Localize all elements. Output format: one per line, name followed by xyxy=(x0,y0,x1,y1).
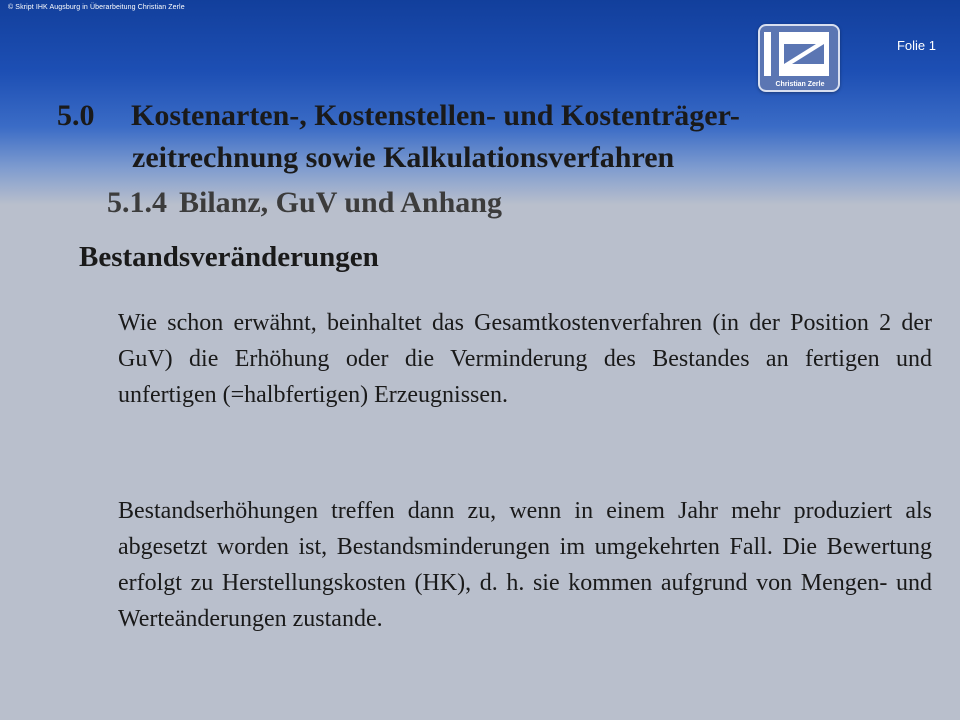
body-paragraph-1: Wie schon erwähnt, beinhaltet das Gesamtkostenverfahren (in der Position 2 der GuV) die Erhöhung oder die Verminderung des Bestandes an fertigen und unfertigen (=halbfertigen) Erzeugnissen. xyxy=(118,310,932,408)
logo-i-stroke xyxy=(764,32,771,76)
body-paragraph-2: Bestandserhöhungen treffen dann zu, wenn in einem Jahr mehr produziert als abgesetzt worden ist, Bestandsminderungen im umgekehrten Fall. Die Bewertung erfolgt zu Herstellungskosten (HK), d. h. sie kommen aufgrund von Mengen- und Werteänderungen zustande. xyxy=(118,498,932,632)
title-line-1: Kostenarten-, Kostenstellen- und Kostenträger- xyxy=(131,99,740,132)
logo-z-bottom xyxy=(784,64,824,71)
title-line-2: zeitrechnung sowie Kalkulationsverfahren xyxy=(132,141,675,174)
subtitle-number: 5.1.4 xyxy=(107,186,167,219)
subtitle-text: Bilanz, GuV und Anhang xyxy=(179,186,502,219)
copyright-notice: © Skript IHK Augsburg in Überarbeitung Christian Zerle xyxy=(8,4,185,11)
logo-z-top xyxy=(784,37,824,44)
christian-zerle-logo xyxy=(758,24,840,92)
title-number: 5.0 xyxy=(57,99,95,132)
slide-number: Folie 1 xyxy=(896,38,936,53)
slide-subtitle xyxy=(107,186,502,220)
section-heading: Bestandsveränderungen xyxy=(79,241,379,273)
logo-graphic xyxy=(760,26,838,90)
logo-text: Christian Zerle xyxy=(775,81,825,88)
slide-title xyxy=(57,95,740,179)
